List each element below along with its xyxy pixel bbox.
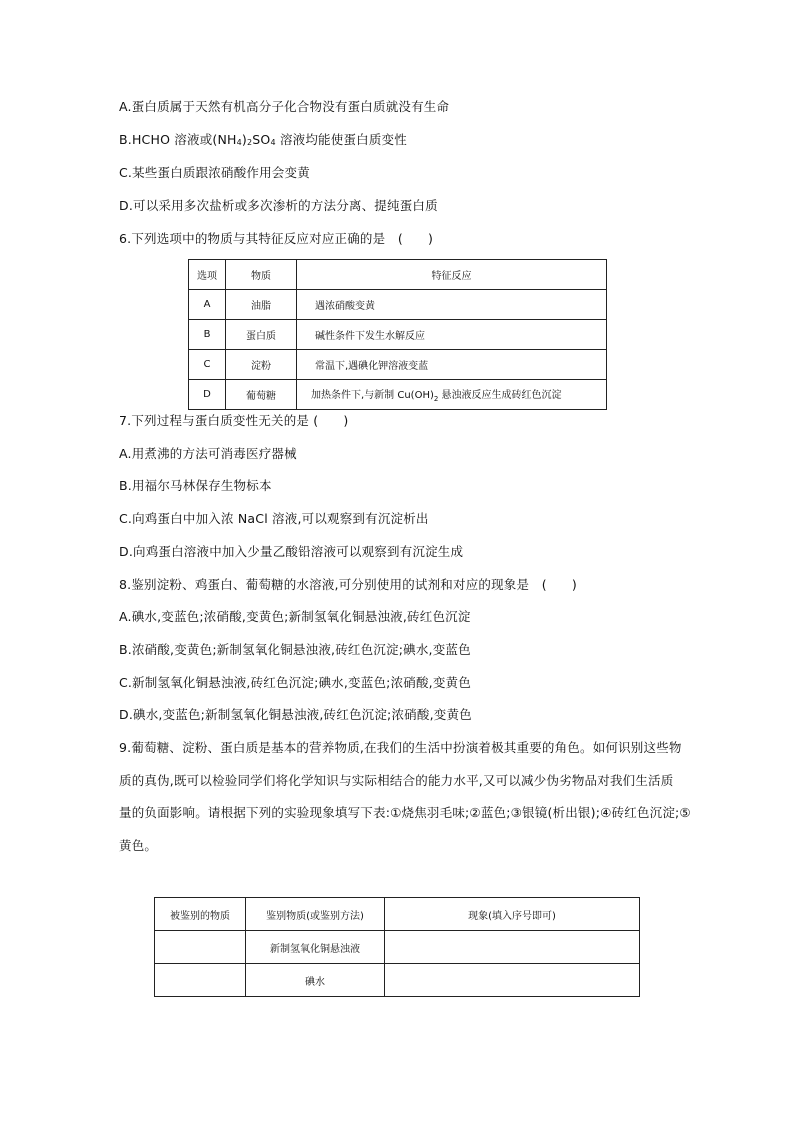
table-header-cell: 现象(填入序号即可) xyxy=(385,898,640,931)
q5-b-text-4: 溶液均能使蛋白质变性 xyxy=(275,132,407,147)
q9-line-3: 量的负面影响。请根据下列的实验现象填写下表:①烧焦羽毛味;②蓝色;③银镜(析出银);④砖红色沉淀;⑤ xyxy=(119,805,691,820)
q8-stem: 8.鉴别淀粉、鸡蛋白、葡萄糖的水溶液,可分别使用的试剂和对应的现象是 ( ) xyxy=(119,577,577,592)
table-cell-option: B xyxy=(189,320,226,350)
q5-b-text-1: B.HCHO 溶液或(NH xyxy=(119,132,237,147)
table-cell-substance: 蛋白质 xyxy=(226,320,297,350)
table-cell-substance: 葡萄糖 xyxy=(226,380,297,410)
q5-option-c: C.某些蛋白质跟浓硝酸作用会变黄 xyxy=(119,165,310,180)
reaction-text-2: 悬浊液反应生成砖红色沉淀 xyxy=(438,390,562,401)
q9-line-2: 质的真伪,既可以检验同学们将化学知识与实际相结合的能力水平,又可以减少伪劣物品对我们生活质 xyxy=(119,773,674,788)
table-row xyxy=(155,964,640,997)
table-cell-method: 碘水 xyxy=(246,964,385,997)
table-cell-option: C xyxy=(189,350,226,380)
table-cell-substance xyxy=(155,964,246,997)
table-cell-substance: 油脂 xyxy=(226,290,297,320)
q7-option-c: C.向鸡蛋白中加入浓 NaCl 溶液,可以观察到有沉淀析出 xyxy=(119,511,429,526)
table-cell-method: 新制氢氧化铜悬浊液 xyxy=(246,931,385,964)
q9-table xyxy=(154,897,640,997)
table-header-cell: 特征反应 xyxy=(297,260,607,290)
q6-table xyxy=(188,259,607,410)
table-cell-option: D xyxy=(189,380,226,410)
q5-b-subscript-3: 4 xyxy=(270,138,276,147)
q8-option-c: C.新制氢氧化铜悬浊液,砖红色沉淀;碘水,变蓝色;浓硝酸,变黄色 xyxy=(119,675,471,690)
reaction-subscript: 2 xyxy=(433,395,439,403)
q7-option-a: A.用煮沸的方法可消毒医疗器械 xyxy=(119,446,297,461)
q5-option-b xyxy=(119,132,407,151)
q7-option-b: B.用福尔马林保存生物标本 xyxy=(119,478,272,493)
q8-option-b: B.浓硝酸,变黄色;新制氢氧化铜悬浊液,砖红色沉淀;碘水,变蓝色 xyxy=(119,642,471,657)
table-cell-reaction: 常温下,遇碘化钾溶液变蓝 xyxy=(297,350,607,380)
q8-option-d: D.碘水,变蓝色;新制氢氧化铜悬浊液,砖红色沉淀;浓硝酸,变黄色 xyxy=(119,707,472,722)
table-cell-reaction: 碱性条件下发生水解反应 xyxy=(297,320,607,350)
q5-b-text-2: ) xyxy=(241,132,247,147)
table-cell-substance xyxy=(155,931,246,964)
q6-stem: 6.下列选项中的物质与其特征反应对应正确的是 ( ) xyxy=(119,231,434,246)
table-cell-reaction: 遇浓硝酸变黄 xyxy=(297,290,607,320)
table-cell-option: A xyxy=(189,290,226,320)
table-header-cell: 被鉴别的物质 xyxy=(155,898,246,931)
q5-option-d: D.可以采用多次盐析或多次渗析的方法分离、提纯蛋白质 xyxy=(119,198,438,213)
q9-line-1: 9.葡萄糖、淀粉、蛋白质是基本的营养物质,在我们的生活中扮演着极其重要的角色。如何识别这些物 xyxy=(119,740,682,755)
reaction-text-1: 加热条件下,与新制 Cu(OH) xyxy=(311,390,434,401)
q8-option-a: A.碘水,变蓝色;浓硝酸,变黄色;新制氢氧化铜悬浊液,砖红色沉淀 xyxy=(119,609,471,624)
q5-b-subscript-2: 2 xyxy=(247,138,253,147)
q9-line-4: 黄色。 xyxy=(119,838,158,853)
q7-option-d: D.向鸡蛋白溶液中加入少量乙酸铅溶液可以观察到有沉淀生成 xyxy=(119,544,464,559)
q5-option-a: A.蛋白质属于天然有机高分子化合物没有蛋白质就没有生命 xyxy=(119,99,450,114)
table-row xyxy=(189,290,607,320)
table-row xyxy=(189,350,607,380)
table-row xyxy=(189,380,607,410)
q5-b-text-3: SO xyxy=(252,132,271,147)
table-cell-reaction xyxy=(297,380,607,410)
table-header-cell: 鉴别物质(或鉴别方法) xyxy=(246,898,385,931)
table-header-cell: 物质 xyxy=(226,260,297,290)
table-cell-substance: 淀粉 xyxy=(226,350,297,380)
table-cell-phenomenon xyxy=(385,931,640,964)
table-row xyxy=(155,931,640,964)
table-cell-phenomenon xyxy=(385,964,640,997)
table-header-row xyxy=(155,898,640,931)
q7-stem: 7.下列过程与蛋白质变性无关的是 ( ) xyxy=(119,413,349,428)
q5-b-subscript-1: 4 xyxy=(236,138,242,147)
table-row xyxy=(189,320,607,350)
table-header-cell: 选项 xyxy=(189,260,226,290)
table-header-row xyxy=(189,260,607,290)
